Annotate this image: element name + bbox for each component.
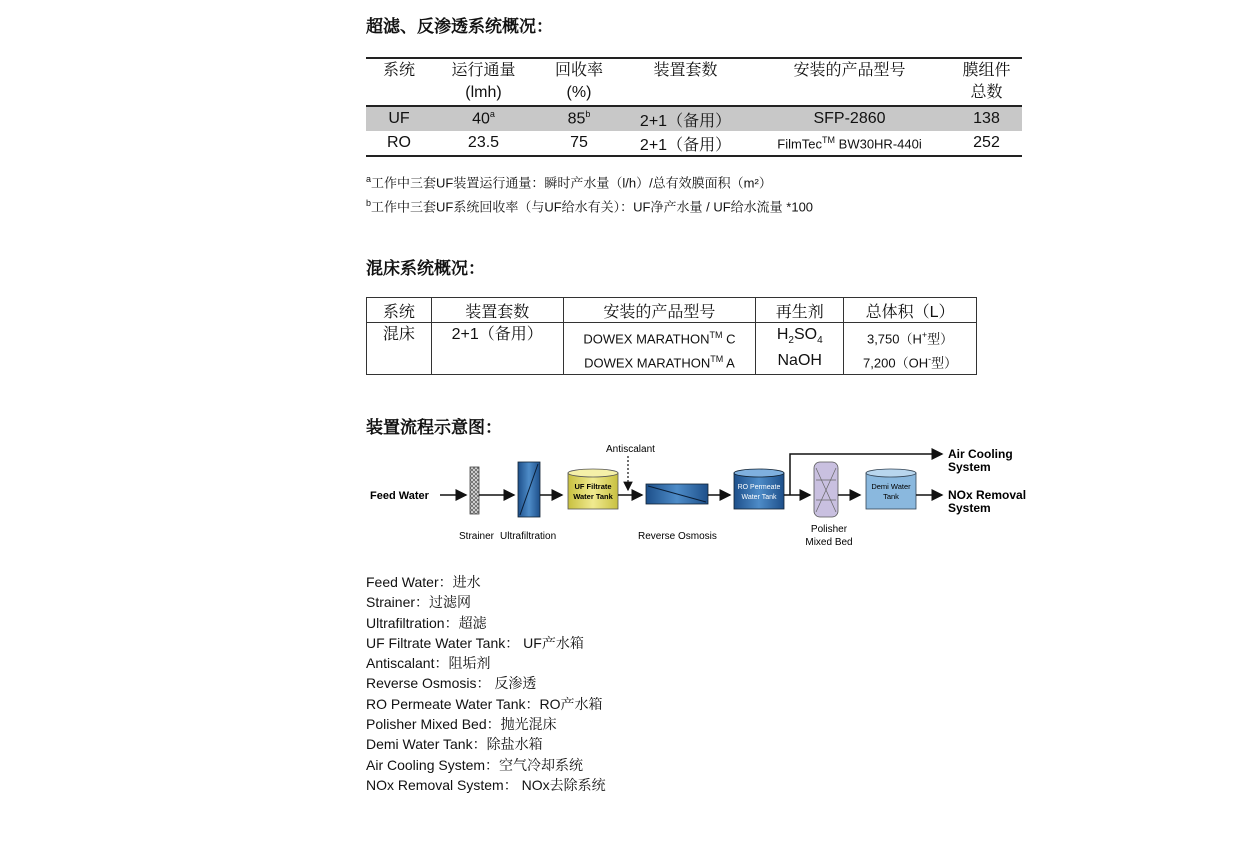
ro-tank-icon [734,473,784,509]
svg-text:Water Tank: Water Tank [573,492,613,501]
svg-text:NOx Removal: NOx Removal [948,488,1027,502]
header-model: 安装的产品型号 [793,62,906,79]
table-row: 混床 2+1（备用） DOWEX MARATHON™ C DOWEX MARATHON™ A $H_2SO_4$ NaOH 3,750（H+型） 7,200（OH-型） [367,323,977,375]
svg-text:RO Permeate: RO Permeate [737,484,781,491]
svg-text:UF Filtrate: UF Filtrate [574,482,612,491]
list-item: Reverse Osmosis： 反渗透 [366,675,537,692]
strainer-label: Strainer [459,531,495,542]
polisher-label: Polisher [810,524,848,535]
antiscalant-label: Antiscalant [606,444,655,455]
diagram-heading: 装置流程示意图： [366,418,502,438]
list-item: Antiscalant：阻垢剂 [366,655,491,672]
footnote: $^b$工作中三套UF系统回收率（与UF给水有关）：UF净产水量 / UF给水流量 *100 [366,198,814,215]
list-item: Air Cooling System：空气冷却系统 [366,756,584,773]
header-total: 膜组件 总数 [962,62,1011,101]
list-item: Feed Water：进水 [366,574,481,590]
svg-text:Tank: Tank [883,492,899,501]
uf-ro-table [366,57,1022,157]
list-item: NOx Removal System： NOx去除系统 [366,776,606,793]
svg-text:Mixed Bed: Mixed Bed [805,537,853,548]
glossary-list [366,572,606,795]
header-sets: 装置套数 [653,62,718,79]
demi-tank-lid [866,469,916,477]
header-flux: 运行通量 (lmh) [451,62,516,101]
header-system: 系统 [382,62,415,79]
list-item: Polisher Mixed Bed：抛光混床 [366,716,557,733]
list-item: Strainer：过滤网 [366,594,472,611]
list-item: Demi Water Tank：除盐水箱 [366,736,543,753]
svg-text:System: System [948,501,991,515]
strainer-icon [470,467,479,514]
table-row: UF 40$^a$ 85$^b$ 2+1（备用） SFP-2860 138 [366,106,1022,131]
svg-text:System: System [948,460,991,474]
mixed-bed-table [366,297,977,375]
table-header-row: 系统 装置套数 安装的产品型号 再生剂 总体积（L） [367,298,977,323]
demi-water-tank-icon [866,473,916,509]
list-item: UF Filtrate Water Tank： UF产水箱 [366,634,584,651]
ro-tank-lid [734,469,784,477]
uf-ro-heading: 超滤、反渗透系统概况： [366,17,553,37]
ultrafiltration-label: Ultrafiltration [500,531,557,542]
uf-tank-icon [568,473,618,509]
list-item: Ultrafiltration：超滤 [366,614,487,631]
table-header-row [366,58,1022,106]
svg-text:Air Cooling: Air Cooling [948,447,1013,461]
table-row: RO 23.5 75 2+1（备用） FilmTec™ BW30HR-440i 252 [366,131,1022,156]
process-flow-diagram [366,440,1046,560]
header-recovery: 回收率 (%) [554,62,603,101]
feed-water-label: Feed Water [370,490,429,502]
svg-text:Water Tank: Water Tank [741,494,777,501]
footnote: $^a$工作中三套UF装置运行通量：瞬时产水量（l/h）/总有效膜面积（m²） [366,174,772,191]
uf-tank-lid [568,469,618,477]
svg-text:Demi Water: Demi Water [871,482,911,491]
reverse-osmosis-label: Reverse Osmosis [638,531,717,542]
table-footnotes [366,169,813,218]
list-item: RO Permeate Water Tank：RO产水箱 [366,695,603,712]
mixed-bed-heading: 混床系统概况： [366,259,485,279]
